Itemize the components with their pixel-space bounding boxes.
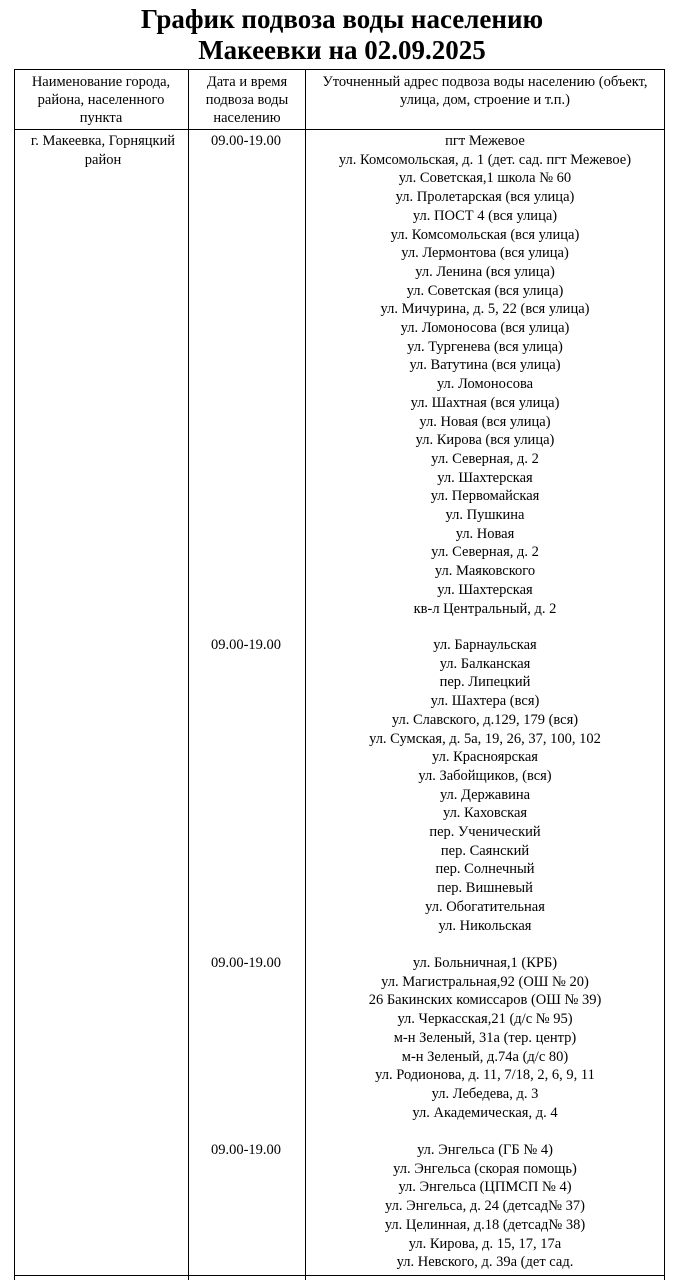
address-list-group-3 (306, 954, 664, 1122)
time-cell-group-2: 09.00-19.00 (210, 637, 282, 653)
address-line: ул. Барнаульская (433, 637, 537, 653)
address-line: пгт Межевое (445, 133, 525, 149)
address-line: ул. Обогатительная (425, 898, 545, 915)
address-line: пер. Саянский (440, 842, 530, 859)
time-cell-group-1: 09.00-19.00 (210, 133, 282, 149)
address-line: ул. Маяковского (434, 563, 536, 580)
address-line: ул. Комсомольская (вся улица) (390, 226, 580, 243)
header-address: Уточненный адрес подвоза воды населению (объект, улица, дом, строение и т.п.) (322, 74, 648, 108)
address-line: ул. Советская (вся улица) (406, 282, 564, 299)
address-line: пер. Ученический (429, 824, 541, 841)
address-line: ул. Шахтера (вся) (430, 693, 540, 710)
address-line: ул. Пролетарская (вся улица) (395, 189, 575, 206)
address-line: ул. Ломоносова (вся улица) (400, 320, 570, 337)
address-list-group-4 (306, 1141, 664, 1272)
address-line: ул. Сумская, д. 5а, 19, 26, 37, 100, 102 (369, 730, 601, 747)
address-line: ул. Шахтерская (437, 581, 533, 598)
address-line: ул. Кирова (вся улица) (415, 432, 555, 449)
address-line: ул. Энгельса (скорая помощь) (393, 1160, 577, 1177)
address-line: пер. Вишневый (437, 880, 533, 897)
address-line: ул. Лермонтова (вся улица) (401, 245, 569, 262)
table-top-border (14, 69, 665, 70)
title-line-1: График подвоза воды населению (140, 4, 544, 34)
address-line: ул. Черкасская,21 (д/с № 95) (397, 1011, 573, 1028)
address-line: ул. Кирова, д. 15, 17, 17а (408, 1235, 562, 1252)
time-cell-group-4: 09.00-19.00 (210, 1142, 282, 1158)
address-line: кв-л Центральный, д. 2 (413, 600, 557, 617)
table-left-border (14, 69, 15, 1280)
address-line: ул. Невского, д. 39а (дет сад. (396, 1254, 574, 1271)
address-line: ул. Энгельса (ГБ № 4) (417, 1142, 553, 1158)
address-line: ул. Больничная,1 (КРБ) (412, 955, 558, 971)
table-right-border (664, 69, 665, 1280)
address-line: ул. Лебедева, д. 3 (431, 1085, 539, 1102)
address-line: ул. Шахтная (вся улица) (410, 394, 560, 411)
address-line: ул. Пушкина (445, 507, 525, 524)
address-line: ул. Первомайская (430, 488, 540, 505)
address-line: ул. Северная, д. 2 (431, 544, 539, 561)
address-line: ул. Балканская (439, 655, 531, 672)
header-bottom-border (14, 129, 665, 130)
address-line: ул. Комсомольская, д. 1 (дет. сад. пгт Межевое) (338, 151, 632, 168)
address-line: пер. Солнечный (435, 861, 535, 878)
address-line: ул. Никольская (438, 917, 532, 934)
address-line: ул. Красноярская (432, 749, 538, 766)
time-cell-group-3: 09.00-19.00 (210, 955, 282, 971)
address-line: ул. Советская,1 школа № 60 (398, 170, 572, 187)
address-line: ул. Новая (вся улица) (419, 413, 551, 430)
address-line: ул. Северная, д. 2 (431, 450, 539, 467)
header-date-time: Дата и время подвоза воды населению (205, 74, 289, 126)
address-list-group-1 (306, 132, 664, 618)
address-line: ул. Каховская (442, 805, 528, 822)
address-line: ул. Родионова, д. 11, 7/18, 2, 6, 9, 11 (375, 1067, 595, 1084)
header-city-district: Наименование города, района, населенного пункта (31, 74, 171, 126)
address-line: ул. Державина (439, 786, 531, 803)
address-line: м-н Зеленый, 31а (тер. центр) (393, 1029, 577, 1046)
address-line: ул. ПОСТ 4 (вся улица) (412, 207, 558, 224)
address-line: ул. Забойщиков, (вся) (418, 767, 552, 784)
address-line: 26 Бакинских комиссаров (ОШ № 39) (368, 992, 602, 1009)
address-line: ул. Ватутина (вся улица) (409, 357, 561, 374)
district-cell: г. Макеевка, Горняцкий район (30, 133, 176, 168)
address-line: ул. Шахтерская (437, 469, 533, 486)
column-divider-1 (188, 69, 189, 1280)
address-line: ул. Ломоносова (436, 376, 534, 393)
address-line: ул. Академическая, д. 4 (412, 1104, 558, 1121)
address-line: м-н Зеленый, д.74а (д/с 80) (401, 1048, 569, 1065)
address-line: ул. Мичурина, д. 5, 22 (вся улица) (380, 301, 590, 318)
address-line: пер. Липецкий (439, 674, 531, 691)
title-line-2: Макеевки на 02.09.2025 (198, 35, 486, 65)
address-list-group-2 (306, 636, 664, 935)
address-line: ул. Новая (455, 525, 515, 542)
address-line: ул. Тургенева (вся улица) (407, 338, 563, 355)
address-line: ул. Энгельса, д. 24 (детсад№ 37) (385, 1198, 585, 1215)
address-line: ул. Славского, д.129, 179 (вся) (391, 711, 579, 728)
address-line: ул. Магистральная,92 (ОШ № 20) (381, 973, 589, 990)
address-line: ул. Энгельса (ЦПМСП № 4) (398, 1179, 572, 1196)
address-line: ул. Целинная, д.18 (детсад№ 38) (384, 1216, 586, 1233)
document-title (0, 4, 684, 66)
address-line: ул. Ленина (вся улица) (415, 263, 555, 280)
table-bottom-border (14, 1275, 665, 1276)
